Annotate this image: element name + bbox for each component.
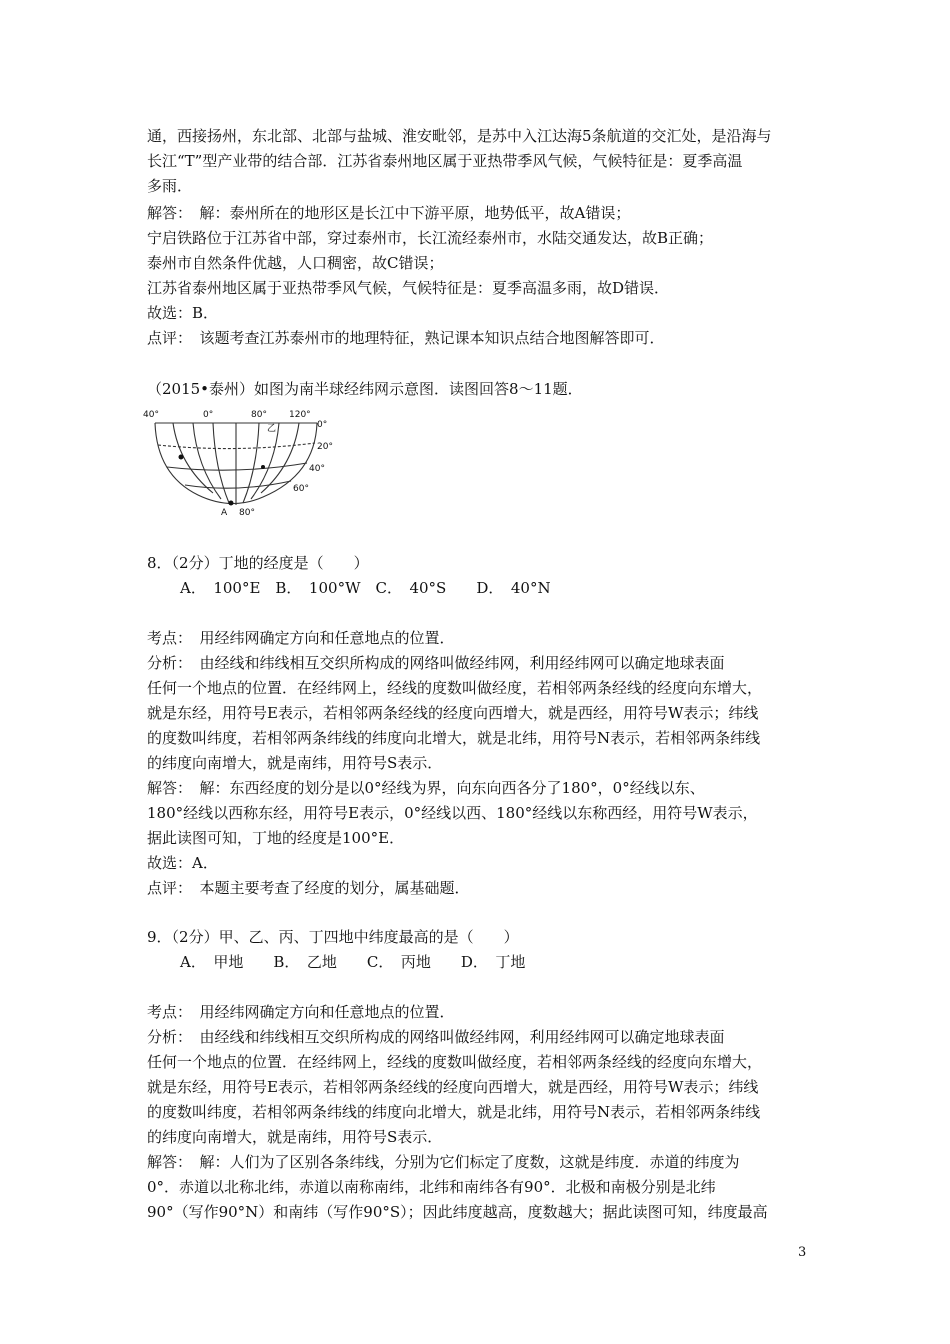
- text-line: 就是东经，用符号E表示，若相邻两条经线的经度向西增大，就是西经，用符号W表示；纬线: [147, 1078, 759, 1096]
- text-line: 任何一个地点的位置．在经纬网上，经线的度数叫做经度，若相邻两条经线的经度向东增大，: [147, 1053, 763, 1071]
- question-8-stem: 8．（2分）丁地的经度是（ ）: [147, 554, 369, 572]
- answer-line: 解答： 解：泰州所在的地形区是长江中下游平原，地势低平，故A错误；: [147, 204, 631, 222]
- text-line: 分析： 由经线和纬线相互交织所构成的网络叫做经纬网，利用经纬网可以确定地球表面: [147, 654, 725, 672]
- choice-line: 故选：B．: [147, 304, 219, 322]
- label-lat: 20°: [317, 442, 333, 452]
- text-line: 点评： 本题主要考查了经度的划分，属基础题．: [147, 879, 470, 897]
- text-line: 考点： 用经纬网确定方向和任意地点的位置．: [147, 629, 455, 647]
- text-line: 任何一个地点的位置．在经纬网上，经线的度数叫做经度，若相邻两条经线的经度向东增大，: [147, 679, 763, 697]
- text-line: 宁启铁路位于江苏省中部，穿过泰州市，长江流经泰州市，水陆交通发达，故B正确；: [147, 229, 714, 247]
- label-lon: 120°: [289, 410, 311, 420]
- text-line: 90°（写作90°N）和南纬（写作90°S）；因此纬度越高，度数越大；据此读图可知，纬度最高: [147, 1203, 768, 1221]
- question-9-options: A． 甲地 B． 乙地 C． 丙地 D． 丁地: [180, 953, 526, 971]
- intro-line: （2015•泰州）如图为南半球经纬网示意图．读图回答8～11题．: [147, 380, 583, 398]
- label-lon: 0°: [203, 410, 214, 420]
- label-lon: 80°: [251, 410, 267, 420]
- text-line: 分析： 由经线和纬线相互交织所构成的网络叫做经纬网，利用经纬网可以确定地球表面: [147, 1028, 725, 1046]
- point-marker: [229, 501, 234, 506]
- page-number: 3: [798, 1245, 807, 1260]
- label-lat: 80°: [239, 508, 255, 515]
- text-line: 长江“T”型产业带的结合部．江苏省泰州地区属于亚热带季风气候，气候特征是：夏季高温: [147, 152, 743, 170]
- text-line: 解答： 解：东西经度的划分是以0°经线为界，向东向西各分了180°，0°经线以东、: [147, 779, 705, 797]
- text-line: 就是东经，用符号E表示，若相邻两条经线的经度向西增大，就是西经，用符号W表示；纬线: [147, 704, 759, 722]
- label-lon: 40°: [143, 410, 159, 420]
- point-marker: [261, 465, 265, 469]
- comment-line: 点评： 该题考查江苏泰州市的地理特征，熟记课本知识点结合地图解答即可．: [147, 329, 665, 347]
- text-line: 0°．赤道以北称北纬，赤道以南称南纬，北纬和南纬各有90°．北极和南极分别是北纬: [147, 1178, 716, 1196]
- text-line: 的度数叫纬度，若相邻两条纬线的纬度向北增大，就是北纬，用符号N表示，若相邻两条纬线: [147, 729, 761, 747]
- text-line: 多雨．: [147, 177, 193, 195]
- text-line: 通，西接扬州，东北部、北部与盐城、淮安毗邻，是苏中入江达海5条航道的交汇处，是沿海与: [147, 127, 772, 145]
- text-line: 故选：A．: [147, 854, 218, 872]
- text-line: 泰州市自然条件优越，人口稠密，故C错误；: [147, 254, 444, 272]
- label-lat: 40°: [309, 464, 325, 474]
- label-point: A: [221, 508, 228, 515]
- label-point: 乙: [267, 424, 277, 434]
- text-line: 的度数叫纬度，若相邻两条纬线的纬度向北增大，就是北纬，用符号N表示，若相邻两条纬线: [147, 1103, 761, 1121]
- question-9-stem: 9．（2分）甲、乙、丙、丁四地中纬度最高的是（ ）: [147, 928, 519, 946]
- label-lat: 0°: [317, 420, 328, 430]
- point-marker: [179, 455, 184, 460]
- text-line: 江苏省泰州地区属于亚热带季风气候，气候特征是：夏季高温多雨，故D错误．: [147, 279, 670, 297]
- text-line: 的纬度向南增大，就是南纬，用符号S表示．: [147, 1128, 443, 1146]
- text-line: 的纬度向南增大，就是南纬，用符号S表示．: [147, 754, 443, 772]
- graticule-figure: [143, 405, 333, 515]
- text-line: 180°经线以西称东经，用符号E表示，0°经线以西、180°经线以东称西经，用符号W表示，: [147, 804, 758, 822]
- question-8-options: A． 100°E B． 100°W C． 40°S D． 40°N: [180, 579, 551, 597]
- label-lat: 60°: [293, 484, 309, 494]
- text-line: 据此读图可知，丁地的经度是100°E．: [147, 829, 405, 847]
- text-line: 考点： 用经纬网确定方向和任意地点的位置．: [147, 1003, 455, 1021]
- text-line: 解答： 解：人们为了区别各条纬线，分别为它们标定了度数，这就是纬度．赤道的纬度为: [147, 1153, 740, 1171]
